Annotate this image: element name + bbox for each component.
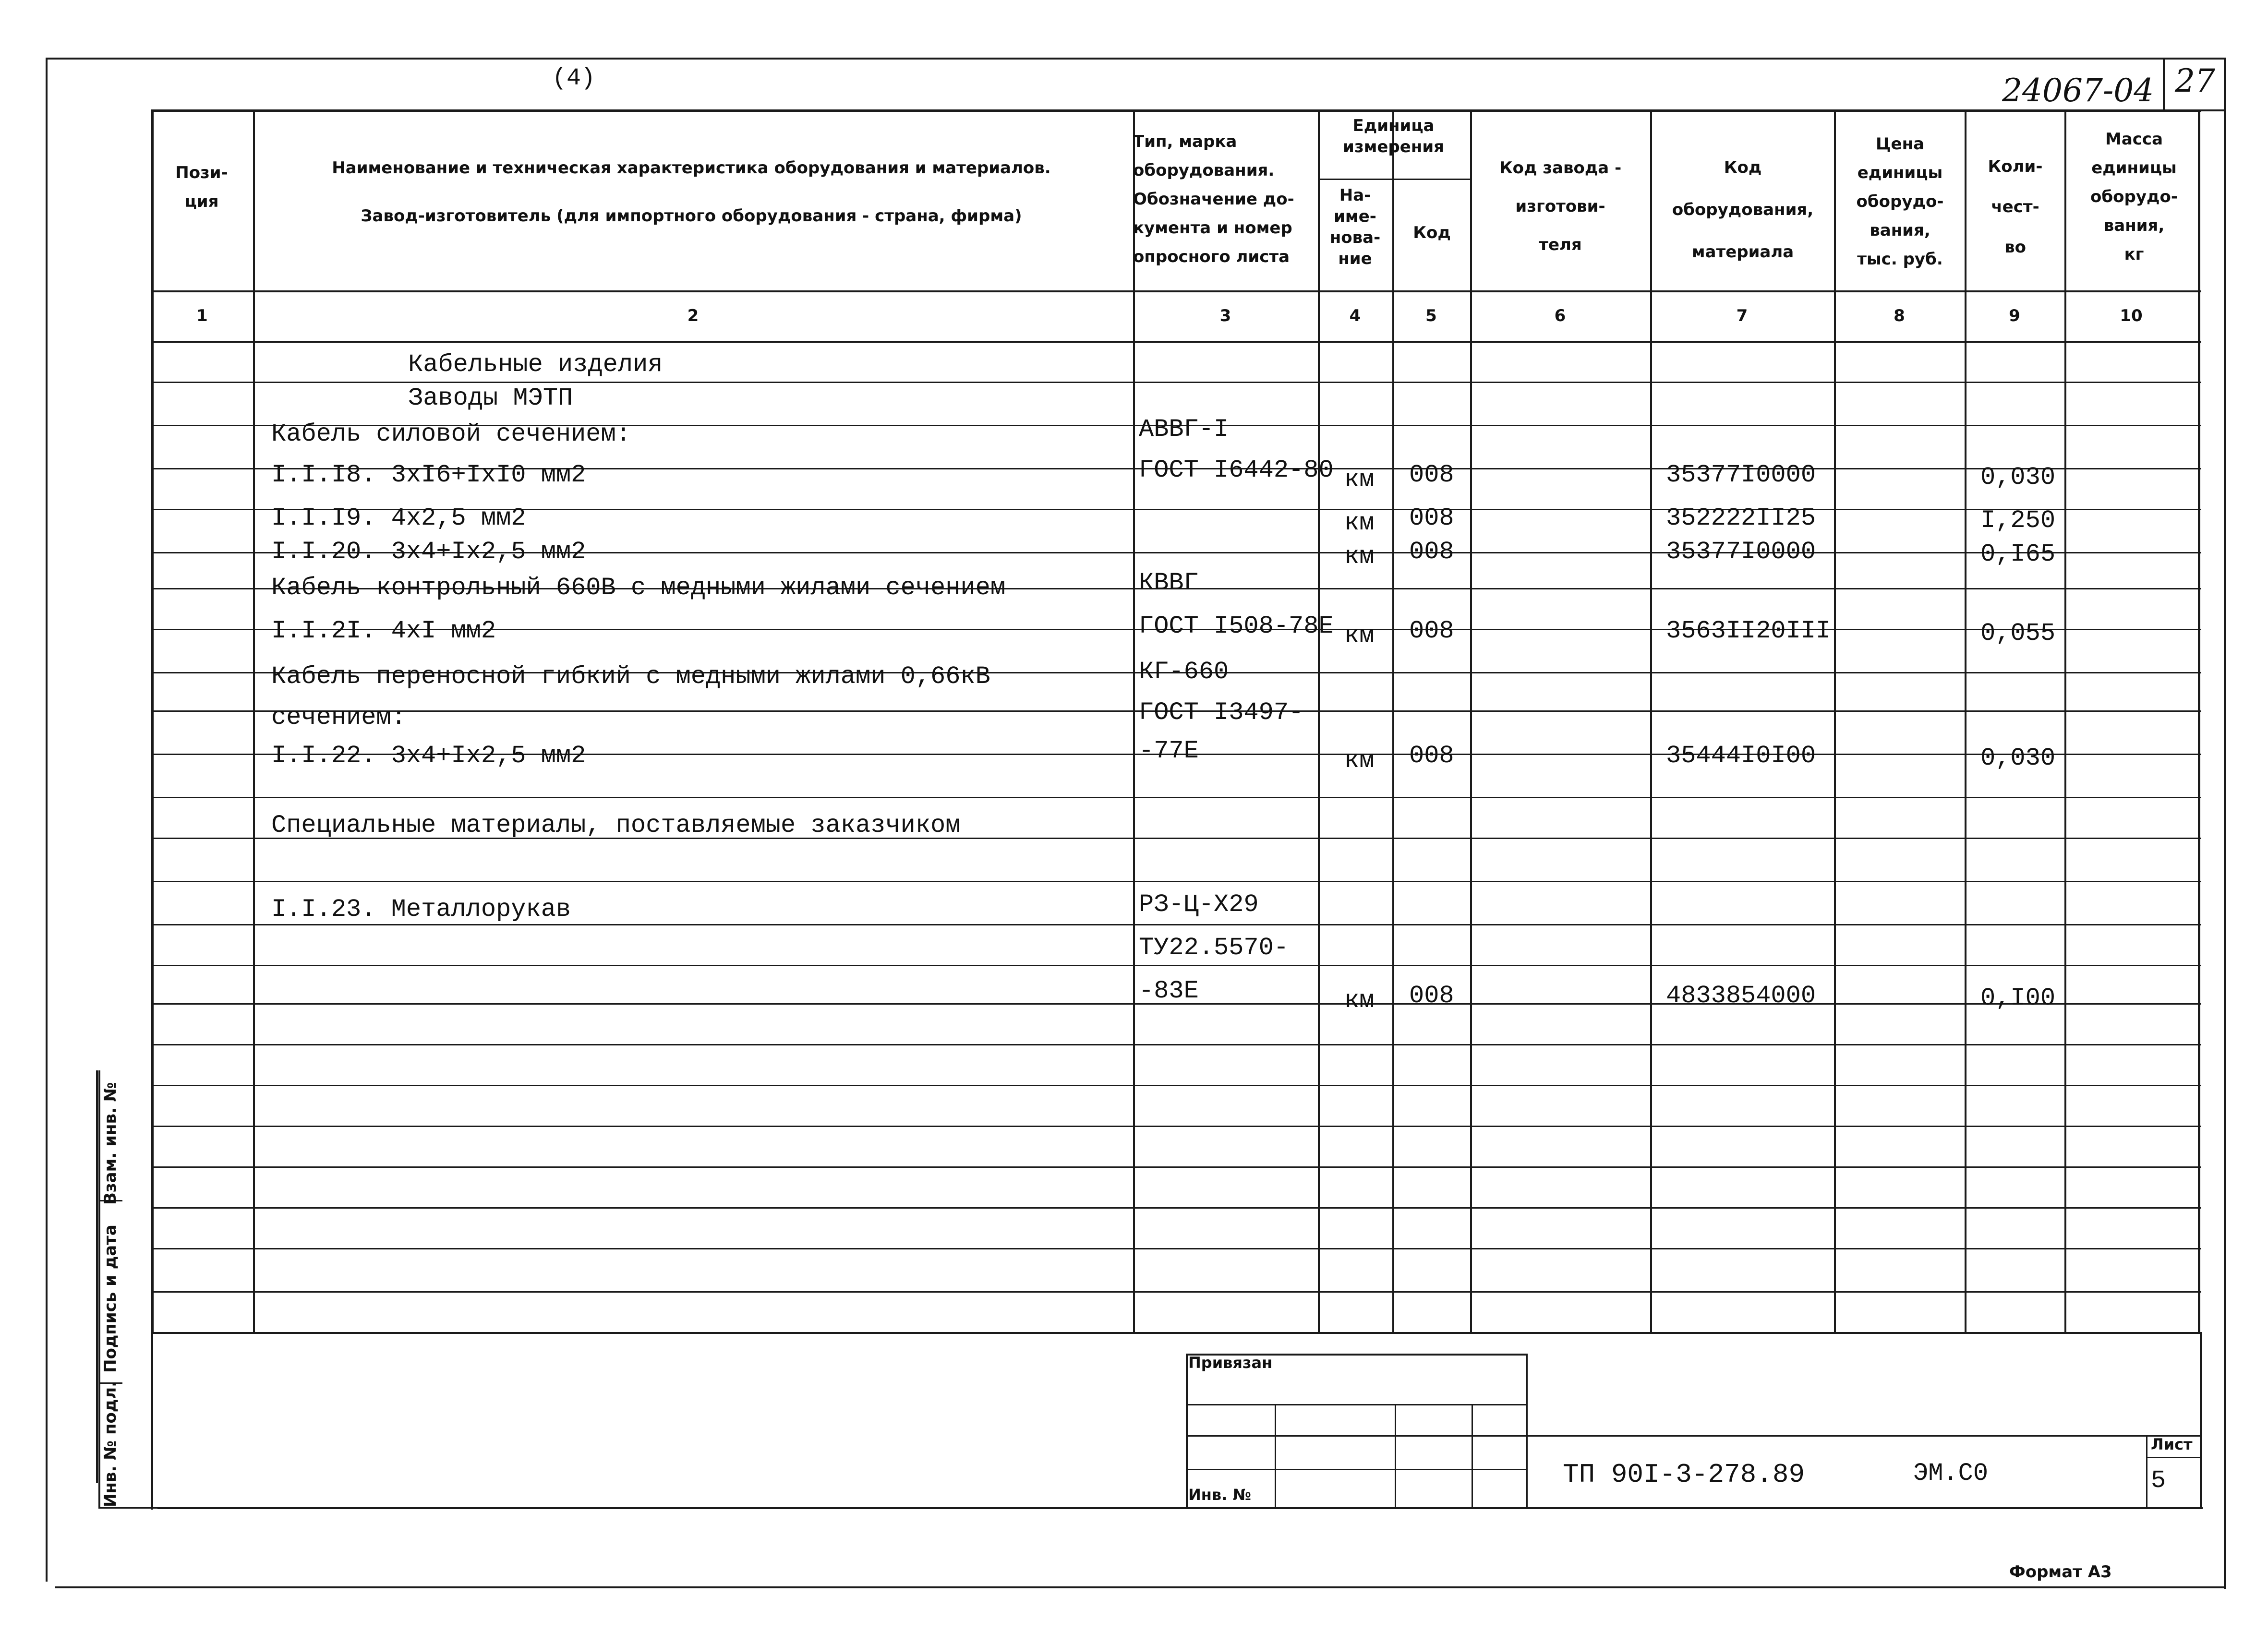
column-number-8: 8 — [1894, 306, 1905, 325]
column-line — [1318, 109, 1320, 1332]
column-line — [253, 109, 255, 1332]
header-col2-line1: Наименование и техническая характеристика оборудования и материалов. — [332, 158, 1051, 178]
column-number-7: 7 — [1736, 306, 1748, 325]
list-label: Лист — [2151, 1435, 2193, 1453]
column-number-5: 5 — [1425, 306, 1437, 325]
row-name: Специальные материалы, поставляемые заказчиком — [271, 811, 961, 840]
row-name: I.I.I9. 4x2,5 мм2 — [271, 504, 526, 532]
row-line — [151, 881, 2201, 882]
side-podpis: Подпись и дата — [101, 1224, 120, 1373]
unit-header-divider — [1318, 179, 1471, 180]
row-type: КВВГ — [1139, 569, 1199, 597]
tb-right — [1526, 1354, 1528, 1507]
row-unit-code: 008 — [1409, 742, 1454, 770]
row-type: АВВГ-I — [1139, 415, 1229, 444]
table-bottom-line — [151, 1332, 2201, 1334]
column-number-bottom-line — [151, 341, 2201, 343]
row-line — [151, 382, 2201, 383]
row-name: Кабельные изделия — [408, 350, 663, 379]
column-line — [1392, 109, 1394, 1332]
tb-row3 — [1186, 1469, 1527, 1470]
row-type: ГОСТ I3497- — [1139, 698, 1304, 727]
column-line — [1470, 109, 1472, 1332]
header-col6: Код завода - изготови- теля — [1499, 158, 1622, 254]
row-unit: км — [1344, 986, 1375, 1015]
row-line — [151, 1044, 2201, 1045]
row-unit-code: 008 — [1409, 461, 1454, 489]
row-qty: 0,I00 — [1980, 984, 2056, 1012]
row-type: ГОСТ I6442-80 — [1139, 456, 1334, 484]
header-col4: На- име- нова- ние — [1329, 186, 1381, 268]
table-top-line — [151, 109, 2201, 112]
side-inv: Инв. № подл. — [101, 1380, 120, 1507]
row-unit: км — [1344, 466, 1375, 494]
privyazan-label: Привязан — [1188, 1354, 1273, 1372]
side-stamp-right — [96, 1070, 98, 1483]
row-code: 35377I0000 — [1666, 538, 1816, 566]
tb-row1 — [1186, 1404, 1527, 1405]
row-line — [151, 797, 2201, 798]
header-col3: Тип, марка оборудования. Обозначение до- кумента и номер опросного листа — [1133, 132, 1294, 266]
tb-col1 — [1275, 1404, 1276, 1507]
header-col45-group: Единица измерения — [1343, 116, 1444, 156]
row-name: I.I.23. Металлорукав — [271, 895, 571, 924]
page-box-left — [2163, 58, 2165, 110]
header-col1: Пози- ция — [175, 163, 228, 211]
row-name: I.I.20. 3x4+Ix2,5 мм2 — [271, 538, 586, 566]
row-unit-code: 008 — [1409, 538, 1454, 566]
row-name: Кабель контрольный 660В с медными жилами сечением — [271, 574, 1006, 602]
row-type: -83Е — [1139, 977, 1199, 1005]
row-type: ГОСТ I508-78Е — [1139, 612, 1334, 640]
outer-frame-top — [46, 58, 2225, 60]
row-line — [151, 1166, 2201, 1168]
section-mark: (4) — [552, 65, 596, 92]
row-code: 4833854000 — [1666, 982, 1816, 1010]
outer-frame-bottom — [55, 1586, 2225, 1588]
row-name: Кабель силовой сечением: — [271, 420, 631, 448]
tb-row2 — [1186, 1435, 1527, 1437]
row-name: сечением: — [271, 703, 406, 732]
tb-list-left — [2146, 1435, 2147, 1507]
header-col9: Коли- чест- во — [1988, 157, 2043, 257]
header-col5: Код — [1413, 223, 1451, 242]
row-unit: км — [1344, 622, 1375, 650]
header-col7: Код оборудования, материала — [1672, 158, 1814, 262]
header-bottom-line — [151, 290, 2201, 292]
row-line — [151, 1248, 2201, 1249]
column-line — [2198, 109, 2200, 1332]
row-code: 35444I0I00 — [1666, 742, 1816, 770]
column-line — [1834, 109, 1836, 1332]
doc-mark: ЭМ.С0 — [1913, 1459, 1989, 1488]
column-number-10: 10 — [2120, 306, 2143, 325]
outer-frame-left — [46, 58, 48, 1582]
row-code: 352222II25 — [1666, 504, 1816, 532]
row-unit: км — [1344, 509, 1375, 537]
row-name: Кабель переносной гибкий с медными жилами 0,66кВ — [271, 662, 990, 691]
row-type: РЗ-Ц-Х29 — [1139, 890, 1259, 919]
tb-col2 — [1395, 1404, 1396, 1507]
row-qty: 0,055 — [1980, 619, 2056, 648]
row-line — [151, 1085, 2201, 1086]
doc-code: ТП 90I-3-278.89 — [1563, 1459, 1805, 1490]
column-number-3: 3 — [1219, 306, 1231, 325]
header-col8: Цена единицы оборудо- вания, тыс. руб. — [1856, 134, 1944, 269]
outer-frame-right — [2224, 58, 2226, 1589]
row-unit: км — [1344, 746, 1375, 775]
row-line — [151, 1291, 2201, 1293]
row-qty: 0,030 — [1980, 463, 2056, 492]
row-code: 35377I0000 — [1666, 461, 1816, 489]
row-unit-code: 008 — [1409, 617, 1454, 645]
list-value: 5 — [2151, 1466, 2166, 1495]
header-col2-line2: Завод-изготовитель (для импортного оборудования - страна, фирма) — [361, 206, 1022, 226]
side-stamp-left-edge — [98, 1070, 100, 1507]
column-line — [1650, 109, 1652, 1332]
row-unit: км — [1344, 542, 1375, 571]
row-name: Заводы МЭТП — [408, 384, 573, 412]
column-number-2: 2 — [687, 306, 699, 325]
tb-list-divider — [2146, 1457, 2201, 1458]
row-unit-code: 008 — [1409, 982, 1454, 1010]
column-number-9: 9 — [2009, 306, 2020, 325]
column-number-1: 1 — [196, 306, 208, 325]
column-line — [1133, 109, 1135, 1332]
row-name: I.I.I8. 3xI6+IxI0 мм2 — [271, 461, 586, 489]
row-line — [151, 1207, 2201, 1209]
page-number: 27 — [2175, 62, 2215, 99]
row-code: 3563II20III — [1666, 617, 1831, 645]
inv-no-label: Инв. № — [1188, 1486, 1251, 1504]
row-line — [151, 924, 2201, 925]
column-number-4: 4 — [1349, 306, 1361, 325]
tb-col3 — [1472, 1404, 1473, 1507]
tb-left — [1186, 1354, 1188, 1507]
row-qty: 0,I65 — [1980, 540, 2056, 568]
row-line — [151, 1126, 2201, 1127]
tb-main-top — [1527, 1435, 2201, 1437]
frame-inner-right — [2200, 1332, 2202, 1509]
column-line — [1965, 109, 1966, 1332]
column-line — [2064, 109, 2066, 1332]
row-unit-code: 008 — [1409, 504, 1454, 532]
row-name: I.I.2I. 4xI мм2 — [271, 617, 496, 645]
column-line — [151, 109, 154, 1332]
row-qty: 0,030 — [1980, 744, 2056, 772]
format-label: Формат А3 — [2009, 1562, 2112, 1582]
frame-inner-bottom — [157, 1507, 2203, 1509]
row-type: -77Е — [1139, 737, 1199, 765]
side-vzam: Взам. инв. № — [101, 1082, 120, 1205]
row-name: I.I.22. 3x4+Ix2,5 мм2 — [271, 742, 586, 770]
column-number-6: 6 — [1554, 306, 1566, 325]
header-col10: Масса единицы оборудо- вания, кг — [2090, 130, 2178, 264]
row-type: ТУ22.5570- — [1139, 934, 1289, 962]
body-left-extension — [151, 1332, 153, 1510]
row-qty: I,250 — [1980, 506, 2056, 535]
row-type: КГ-660 — [1139, 658, 1229, 686]
row-line — [151, 965, 2201, 966]
doc-number: 24067-04 — [2002, 72, 2154, 109]
